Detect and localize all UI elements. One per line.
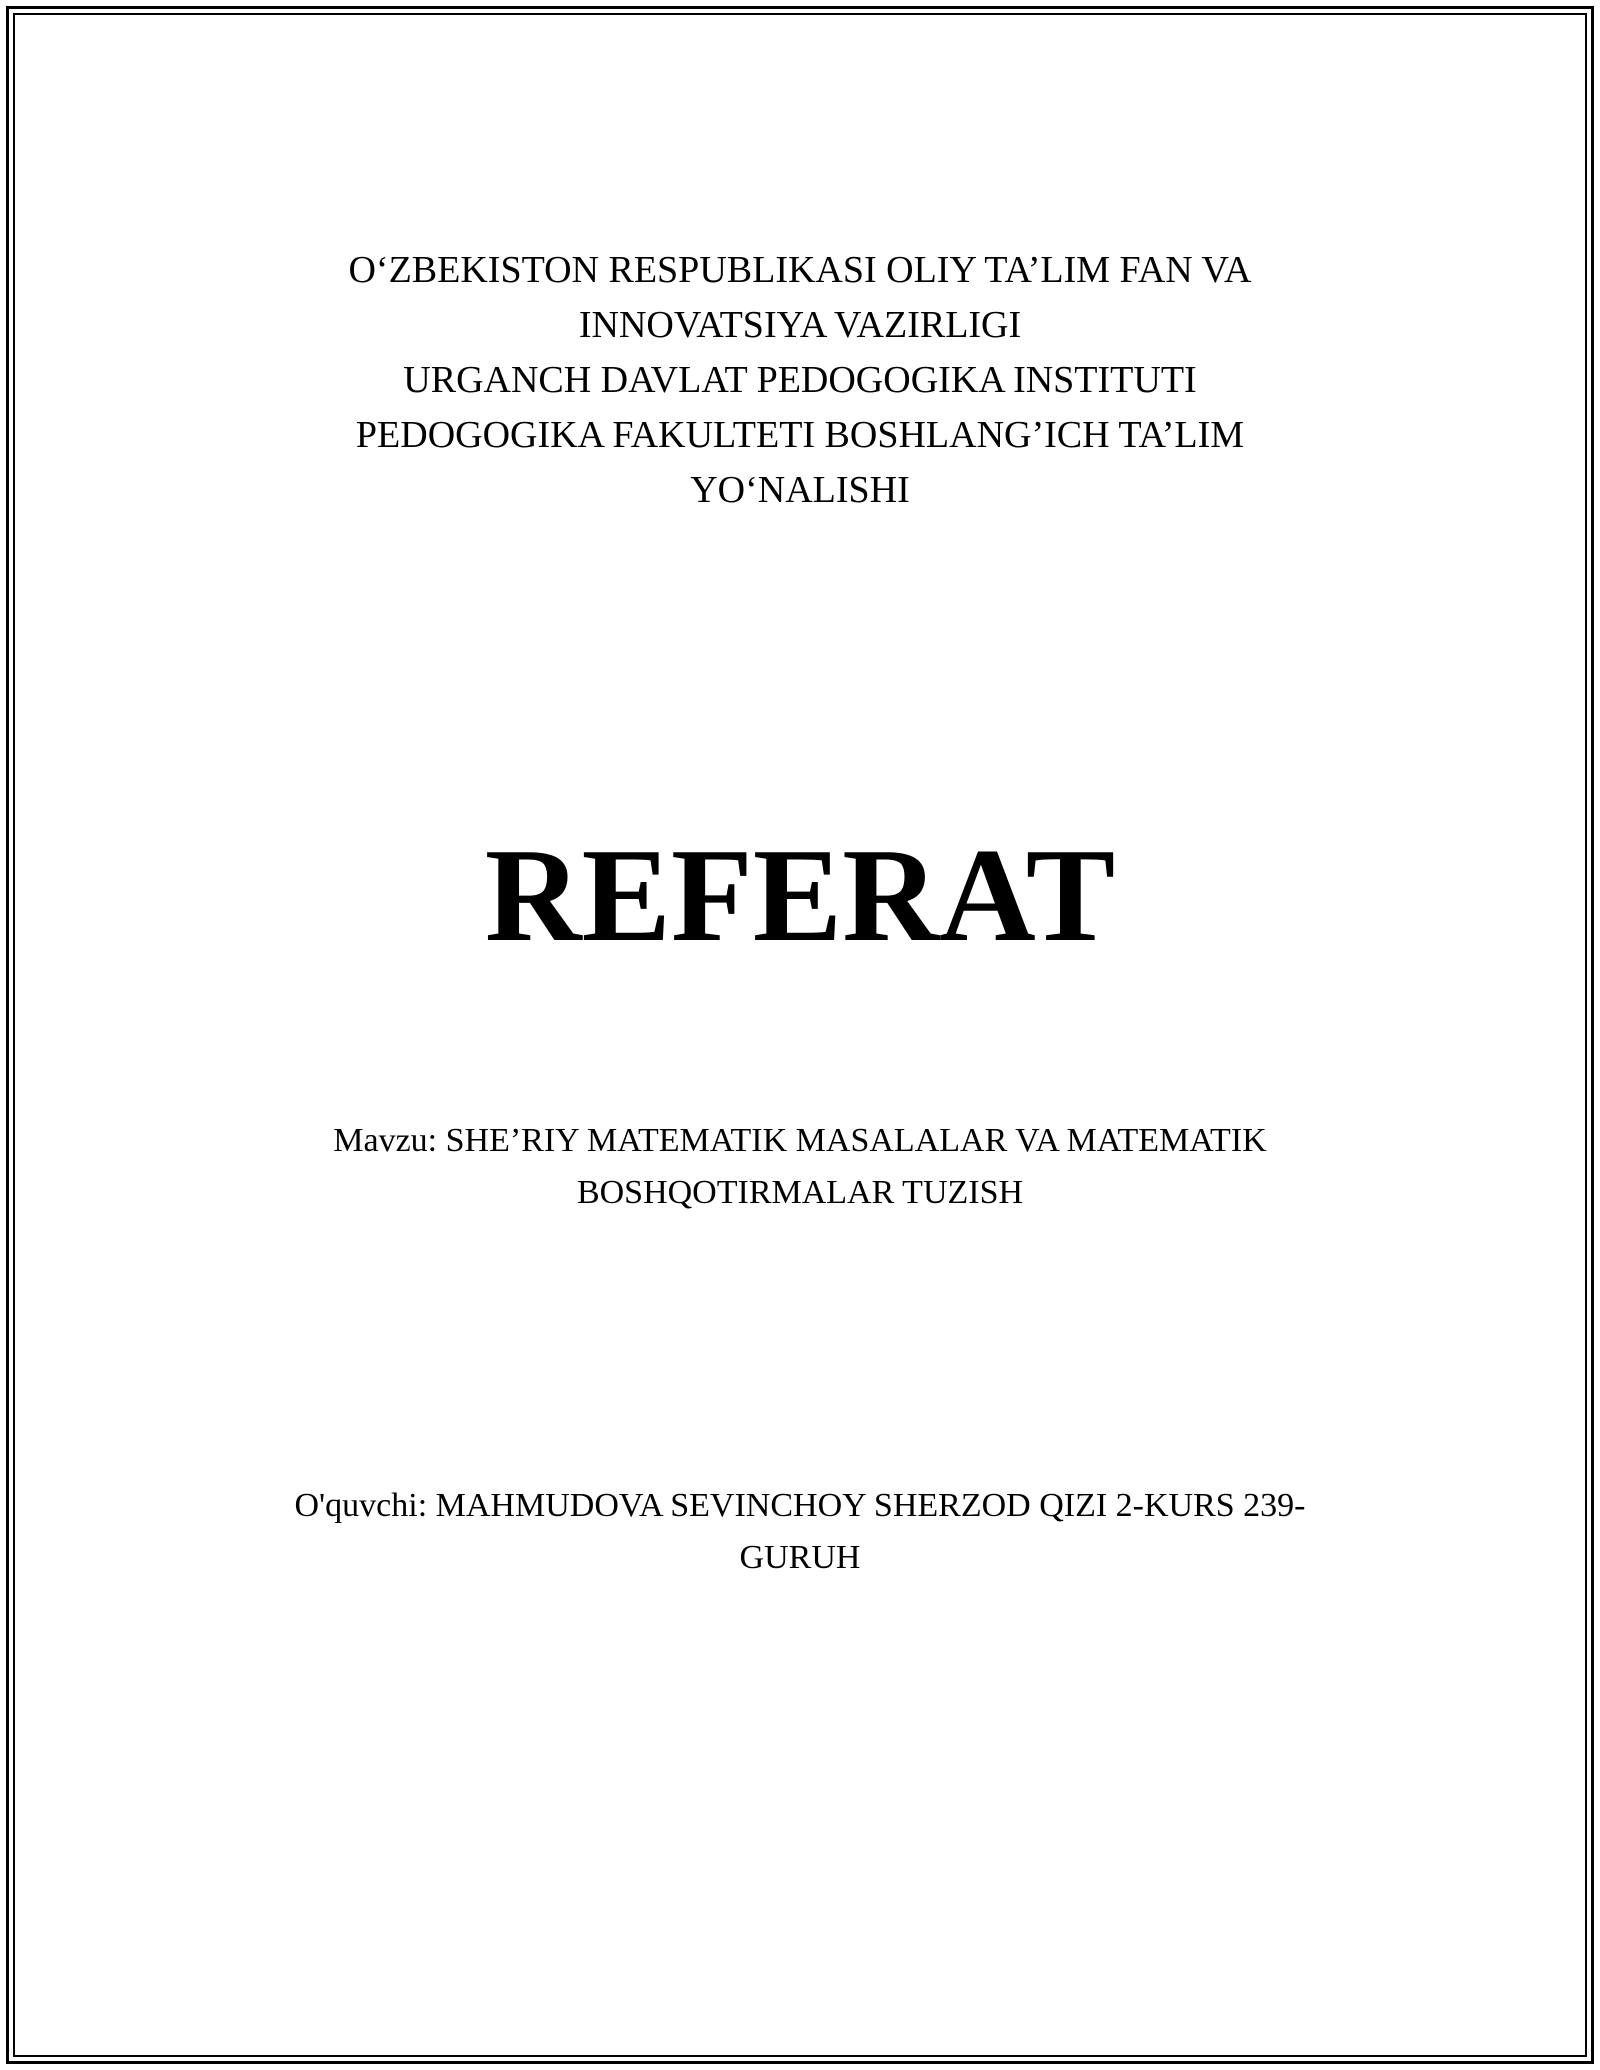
topic-line: Mavzu: SHE’RIY MATEMATIK MASALALAR VA MATEMATIK xyxy=(333,1122,1267,1159)
student-line: O'quvchi: MAHMUDOVA SEVINCHOY SHERZOD QIZI 2-KURS 239- xyxy=(294,1487,1306,1524)
document-title: REFERAT xyxy=(484,821,1116,969)
topic-line: BOSHQOTIRMALAR TUZISH xyxy=(576,1174,1024,1211)
header-line: PEDOGOGIKA FAKULTETI BOSHLANG’ICH TA’LIM xyxy=(355,414,1245,456)
institution-header xyxy=(0,243,1600,518)
topic-section xyxy=(0,1115,1600,1219)
header-line: INNOVATSIYA VAZIRLIGI xyxy=(578,304,1022,346)
student-section xyxy=(0,1480,1600,1584)
student-line: GURUH xyxy=(739,1539,861,1576)
header-line: O‘ZBEKISTON RESPUBLIKASI OLIY TA’LIM FAN VA xyxy=(348,249,1252,291)
header-line: YO‘NALISHI xyxy=(690,469,910,511)
header-line: URGANCH DAVLAT PEDOGOGIKA INSTITUTI xyxy=(403,359,1197,401)
